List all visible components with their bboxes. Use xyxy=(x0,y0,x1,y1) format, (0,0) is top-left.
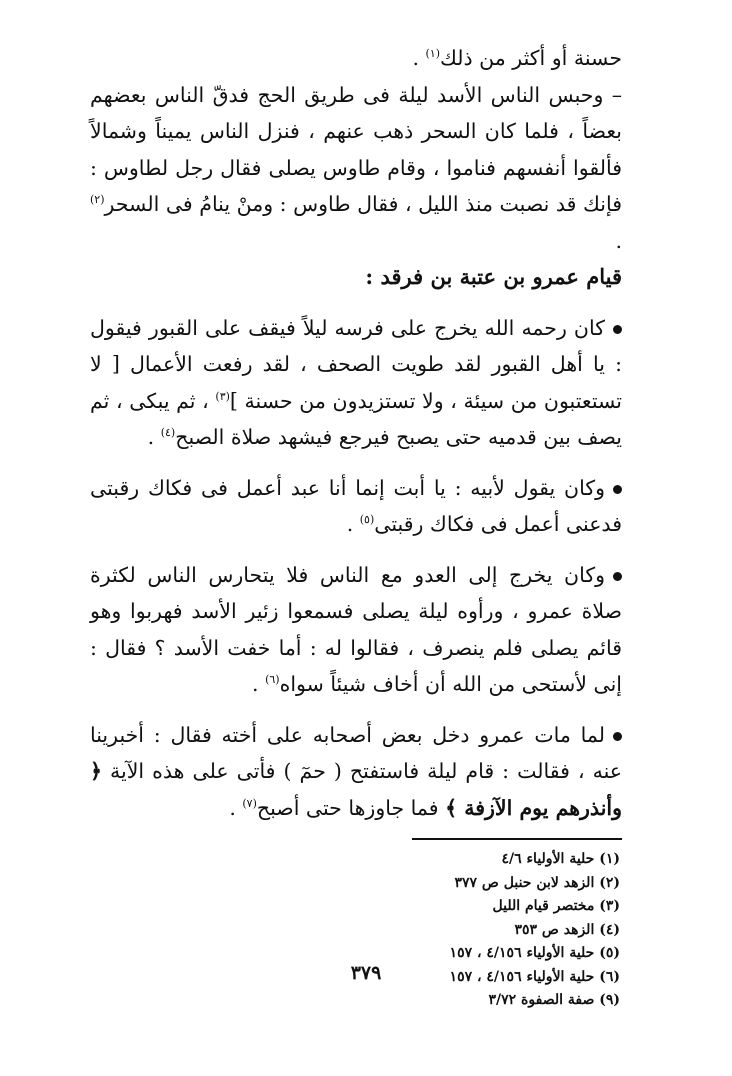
footnote-ref: (٤) xyxy=(160,426,176,440)
footnote-item: (٣) مختصر قيام الليل xyxy=(492,898,620,914)
footnote-item: (٦) حلية الأولياء ٤/١٥٦ ، ١٥٧ xyxy=(449,968,620,985)
paragraph-text: ، ثم يبكى ، ثم يصف بين قدميه حتى يصبح فيرجع فيشهد صلاة الصبح xyxy=(90,388,622,449)
footnote-ref: (٧) xyxy=(242,796,257,810)
main-text xyxy=(90,40,622,826)
footnote-ref: (٦) xyxy=(265,673,280,687)
footnote-divider xyxy=(412,838,622,840)
paragraph-text: وكان يخرج إلى العدو مع الناس فلا يتحارس الناس لكثرة صلاة عمرو ، ورأوه ليلة يصلى فسمعوا زئير الأسد فهربوا وهو قائم يصلى فلم ينصرف ، فقالوا له : أما خفت الأسد ؟ فقال : إنى لأستحى من الله أن أخاف شيئاً سواه xyxy=(90,562,622,696)
paragraph-end: . xyxy=(346,512,360,536)
paragraph-text: فما جاوزها حتى أصبح xyxy=(256,795,446,820)
bullet-icon xyxy=(613,732,622,741)
page-number: ٣٧٩ xyxy=(350,962,382,984)
spacer xyxy=(90,703,622,717)
paragraph-text: وكان يقول لأبيه : يا أبت إنما أنا عبد أعمل فى فكاك رقبتى فدعنى أعمل فى فكاك رقبتى xyxy=(90,475,622,536)
footnote-ref: (٣) xyxy=(215,389,230,403)
paragraph-end: . xyxy=(229,795,243,820)
bullet-icon xyxy=(613,325,622,334)
spacer xyxy=(90,456,622,470)
footnote-item: (٩) صفة الصفوة ٣/٧٢ xyxy=(488,992,620,1008)
paragraph-3 xyxy=(90,310,622,456)
paragraph-text: كان رحمه الله يخرج على فرسه ليلاً فيقف على القبور فيقول : يا أهل القبور لقد طويت الصحف ، لقد رفعت الأعمال [ لا تستعتبون من سيئة ، ولا تستزيدون من حسنة ] xyxy=(90,315,623,413)
bullet-icon xyxy=(613,485,622,494)
footnote-item: (٢) الزهد لابن حنبل ص ٣٧٧ xyxy=(454,874,620,891)
footnote-ref: (٢) xyxy=(90,193,105,207)
paragraph-end: . xyxy=(147,425,161,449)
spacer xyxy=(90,543,622,557)
paragraph-text: حسنة أو أكثر من ذلك xyxy=(440,46,622,70)
footnote-ref: (٥) xyxy=(359,513,375,527)
paragraph-6 xyxy=(90,717,622,827)
footnote-item: (٤) الزهد ص ٣٥٣ xyxy=(514,921,620,938)
paragraph-5 xyxy=(90,557,622,703)
footnote-item: (١) حلية الأولياء ٤/٦ xyxy=(501,851,620,867)
paragraph-4 xyxy=(90,470,622,543)
bullet-icon xyxy=(613,572,622,581)
footnote-item: (٥) حلية الأولياء ٤/١٥٦ ، ١٥٧ xyxy=(449,945,620,961)
paragraph-end: . xyxy=(412,46,426,70)
footnote-ref: (١) xyxy=(425,47,440,61)
footnotes xyxy=(90,848,622,1013)
quran-verse: ﴿ وأنذرهم يوم الآزفة ﴾ xyxy=(90,759,622,820)
paragraph-end: . xyxy=(252,672,266,696)
paragraph-2 xyxy=(90,77,622,260)
spacer xyxy=(90,296,622,310)
paragraph-end: . xyxy=(615,228,622,253)
paragraph-1 xyxy=(90,40,622,77)
section-heading: قيام عمرو بن عتبة بن فرقد : xyxy=(365,264,622,289)
paragraph-text: لما مات عمرو دخل بعض أصحابه على أخته فقال : أخبرينا عنه ، فقالت : قام ليلة فاستفتح ( حمٓ ) فأتى على هذه الآية xyxy=(90,722,622,783)
paragraph-text: – وحبس الناس الأسد ليلة فى طريق الحج فدقّ الناس بعضهم بعضاً ، فلما كان السحر ذهب عنهم ، فنزل الناس يميناً وشمالاً فألقوا أنفسهم فناموا ، وقام طاوس يصلى فقال رجل لطاوس : فإنك قد نصبت منذ الليل ، فقال طاوس : ومنْ ينامُ فى السحر xyxy=(90,82,622,216)
